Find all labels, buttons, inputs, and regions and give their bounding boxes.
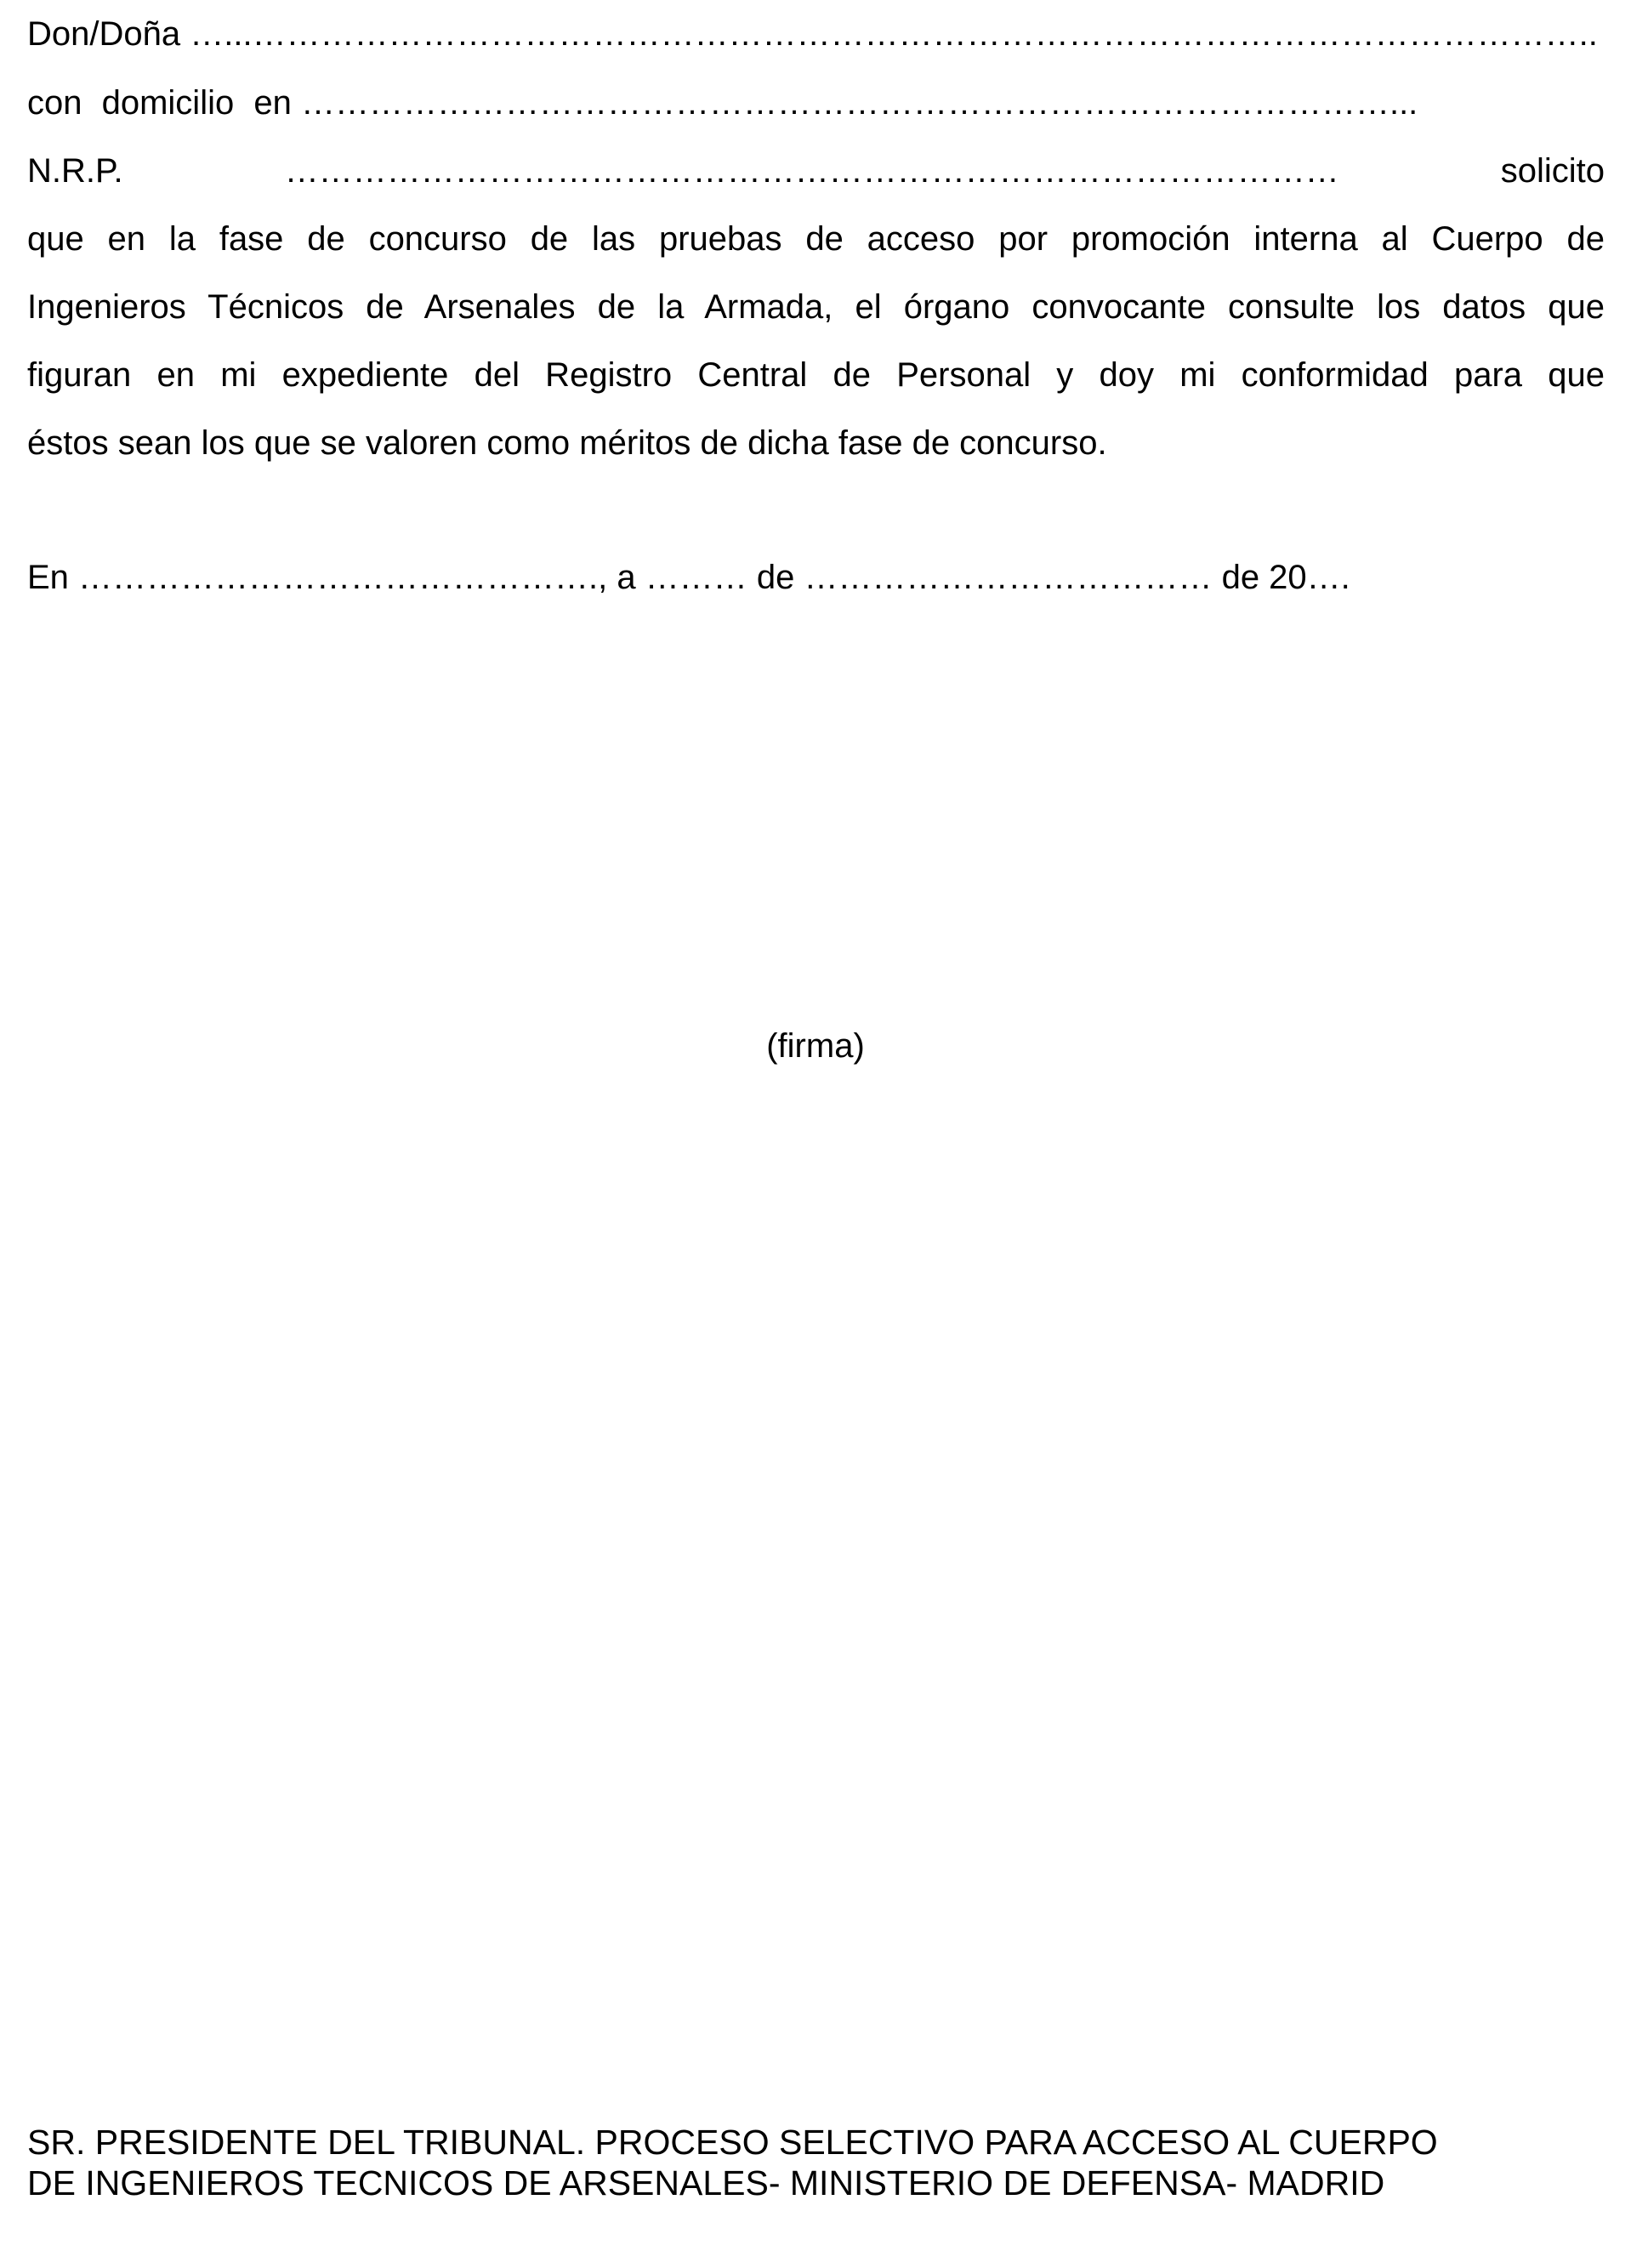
addressee-line-1: SR. PRESIDENTE DEL TRIBUNAL. PROCESO SELECTIVO PARA ACCESO AL CUERPO [27, 2123, 1438, 2162]
nrp-blank: ………………………………………………………………………………… [284, 152, 1339, 190]
body-line-4: éstos sean los que se valoren como méritos de dicha fase de concurso. [27, 424, 1107, 462]
name-label: Don/Doña [27, 15, 181, 53]
body-line-2: Ingenieros Técnicos de Arsenales de la Armada, el órgano convocante consulte los datos que [27, 288, 1605, 326]
name-line [27, 14, 1605, 54]
nrp-line [27, 151, 1605, 191]
body-line-3: figuran en mi expediente del Registro Central de Personal y doy mi conformidad para que [27, 356, 1605, 394]
nrp-label: N.R.P. [27, 152, 123, 190]
address-label: con domicilio en [27, 84, 292, 122]
address-blank: ……………………………………………………………………………………... [300, 84, 1418, 122]
addressee-line-2: DE INGENIEROS TECNICOS DE ARSENALES- MINISTERIO DE DEFENSA- MADRID [27, 2163, 1385, 2203]
nrp-request-word: solicito [1500, 152, 1605, 190]
name-blank: …...……………………………………………………………………………………………………….. [190, 15, 1598, 53]
address-line [27, 82, 1605, 123]
signature-label: (firma) [766, 1027, 865, 1065]
body-line-1: que en la fase de concurso de las pruebas de acceso por promoción interna al Cuerpo de [27, 220, 1605, 258]
date-line: En ………………………………………., a ……… de ……………………………… de 20…. [27, 559, 1350, 596]
